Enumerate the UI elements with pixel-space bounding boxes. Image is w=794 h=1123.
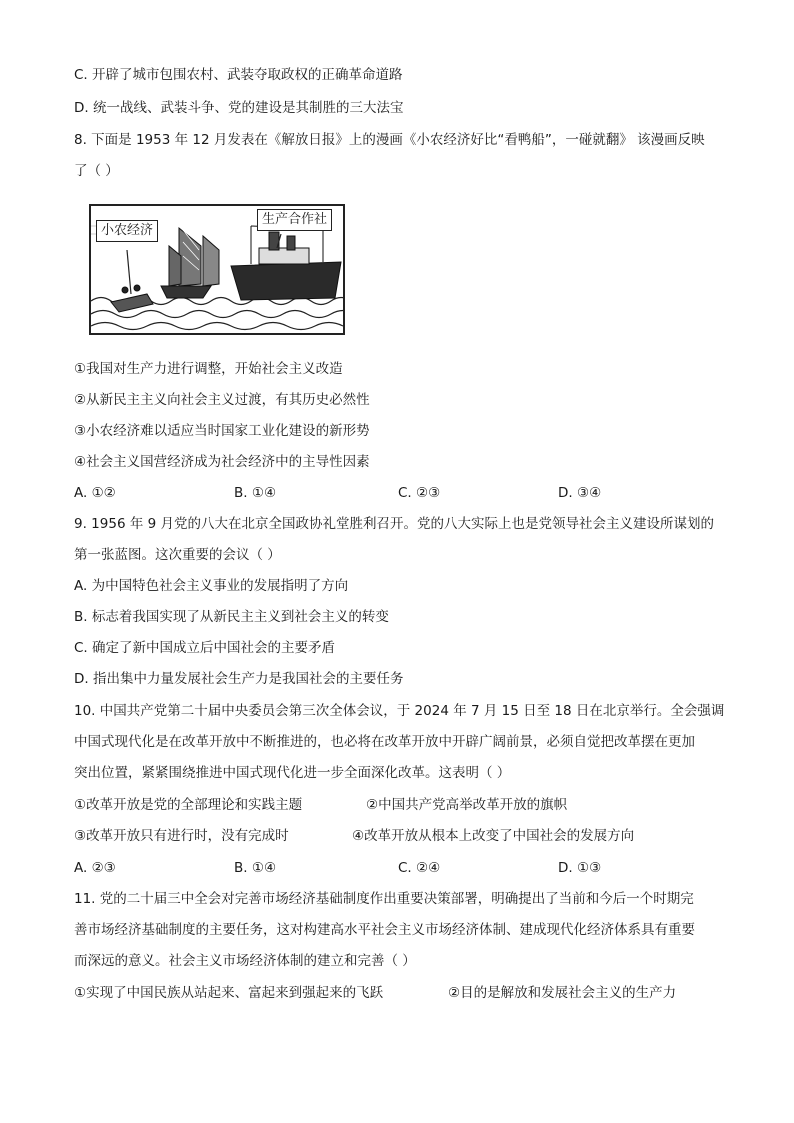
question-10-stem-1: 10. 中国共产党第二十届中央委员会第三次全体会议，于 2024 年 7 月 15 日至 18 日在北京举行。全会强调 [74,703,725,719]
q8-statement-2: ②从新民主主义向社会主义过渡，有其历史必然性 [74,392,370,408]
q9-option-b: B. 标志着我国实现了从新民主主义到社会主义的转变 [74,609,389,625]
q10-statement-4: ④改革开放从根本上改变了中国社会的发展方向 [352,828,635,844]
label-production-cooperative: 生产合作社 [257,209,332,231]
question-10-stem-2: 中国式现代化是在改革开放中不断推进的，也必将在改革开放中开辟广阔前景，必须自觉把改革摆在更加 [74,734,695,750]
q10-option-c: C. ②④ [398,860,441,876]
q8-option-c: C. ②③ [398,485,441,501]
q11-statement-2: ②目的是解放和发展社会主义的生产力 [448,985,677,1001]
q8-option-d: D. ③④ [558,485,602,501]
question-11-stem-1: 11. 党的二十届三中全会对完善市场经济基础制度作出重要决策部署，明确提出了当前和今后一个时期完 [74,891,694,907]
q10-option-a: A. ②③ [74,860,116,876]
q10-option-d: D. ①③ [558,860,602,876]
label-small-farm-economy: 小农经济 [96,220,158,242]
question-11-stem-2: 善市场经济基础制度的主要任务，这对构建高水平社会主义市场经济体制、建成现代化经济体系具有重要 [74,922,695,938]
q8-option-b: B. ①④ [234,485,277,501]
q10-statement-1: ①改革开放是党的全部理论和实践主题 [74,797,303,813]
q9-option-a: A. 为中国特色社会主义事业的发展指明了方向 [74,578,349,594]
line-d-option: D. 统一战线、武装斗争、党的建设是其制胜的三大法宝 [74,100,404,116]
q10-statement-2: ②中国共产党高举改革开放的旗帜 [366,797,568,813]
q8-statement-3: ③小农经济难以适应当时国家工业化建设的新形势 [74,423,370,439]
q10-option-b: B. ①④ [234,860,277,876]
cartoon-image [89,204,345,335]
q11-statement-1: ①实现了中国民族从站起来、富起来到强起来的飞跃 [74,985,384,1001]
question-8-stem-2: 了（ ） [74,163,119,179]
line-c-option: C. 开辟了城市包围农村、武装夺取政权的正确革命道路 [74,67,403,83]
question-9-stem-1: 9. 1956 年 9 月党的八大在北京全国政协礼堂胜利召开。党的八大实际上也是党领导社会主义建设所谋划的 [74,516,714,532]
q9-option-c: C. 确定了新中国成立后中国社会的主要矛盾 [74,640,336,656]
question-11-stem-3: 而深远的意义。社会主义市场经济体制的建立和完善（ ） [74,953,416,969]
q10-statement-3: ③改革开放只有进行时，没有完成时 [74,828,289,844]
q8-statement-4: ④社会主义国营经济成为社会经济中的主导性因素 [74,454,370,470]
q8-option-a: A. ①② [74,485,116,501]
q9-option-d: D. 指出集中力量发展社会生产力是我国社会的主要任务 [74,671,404,687]
question-8-stem-1: 8. 下面是 1953 年 12 月发表在《解放日报》上的漫画《小农经济好比“看鸭船”，一碰就翻》 该漫画反映 [74,132,705,148]
question-9-stem-2: 第一张蓝图。这次重要的会议（ ） [74,547,281,563]
q8-statement-1: ①我国对生产力进行调整，开始社会主义改造 [74,361,343,377]
question-10-stem-3: 突出位置，紧紧围绕推进中国式现代化进一步全面深化改革。这表明（ ） [74,765,511,781]
